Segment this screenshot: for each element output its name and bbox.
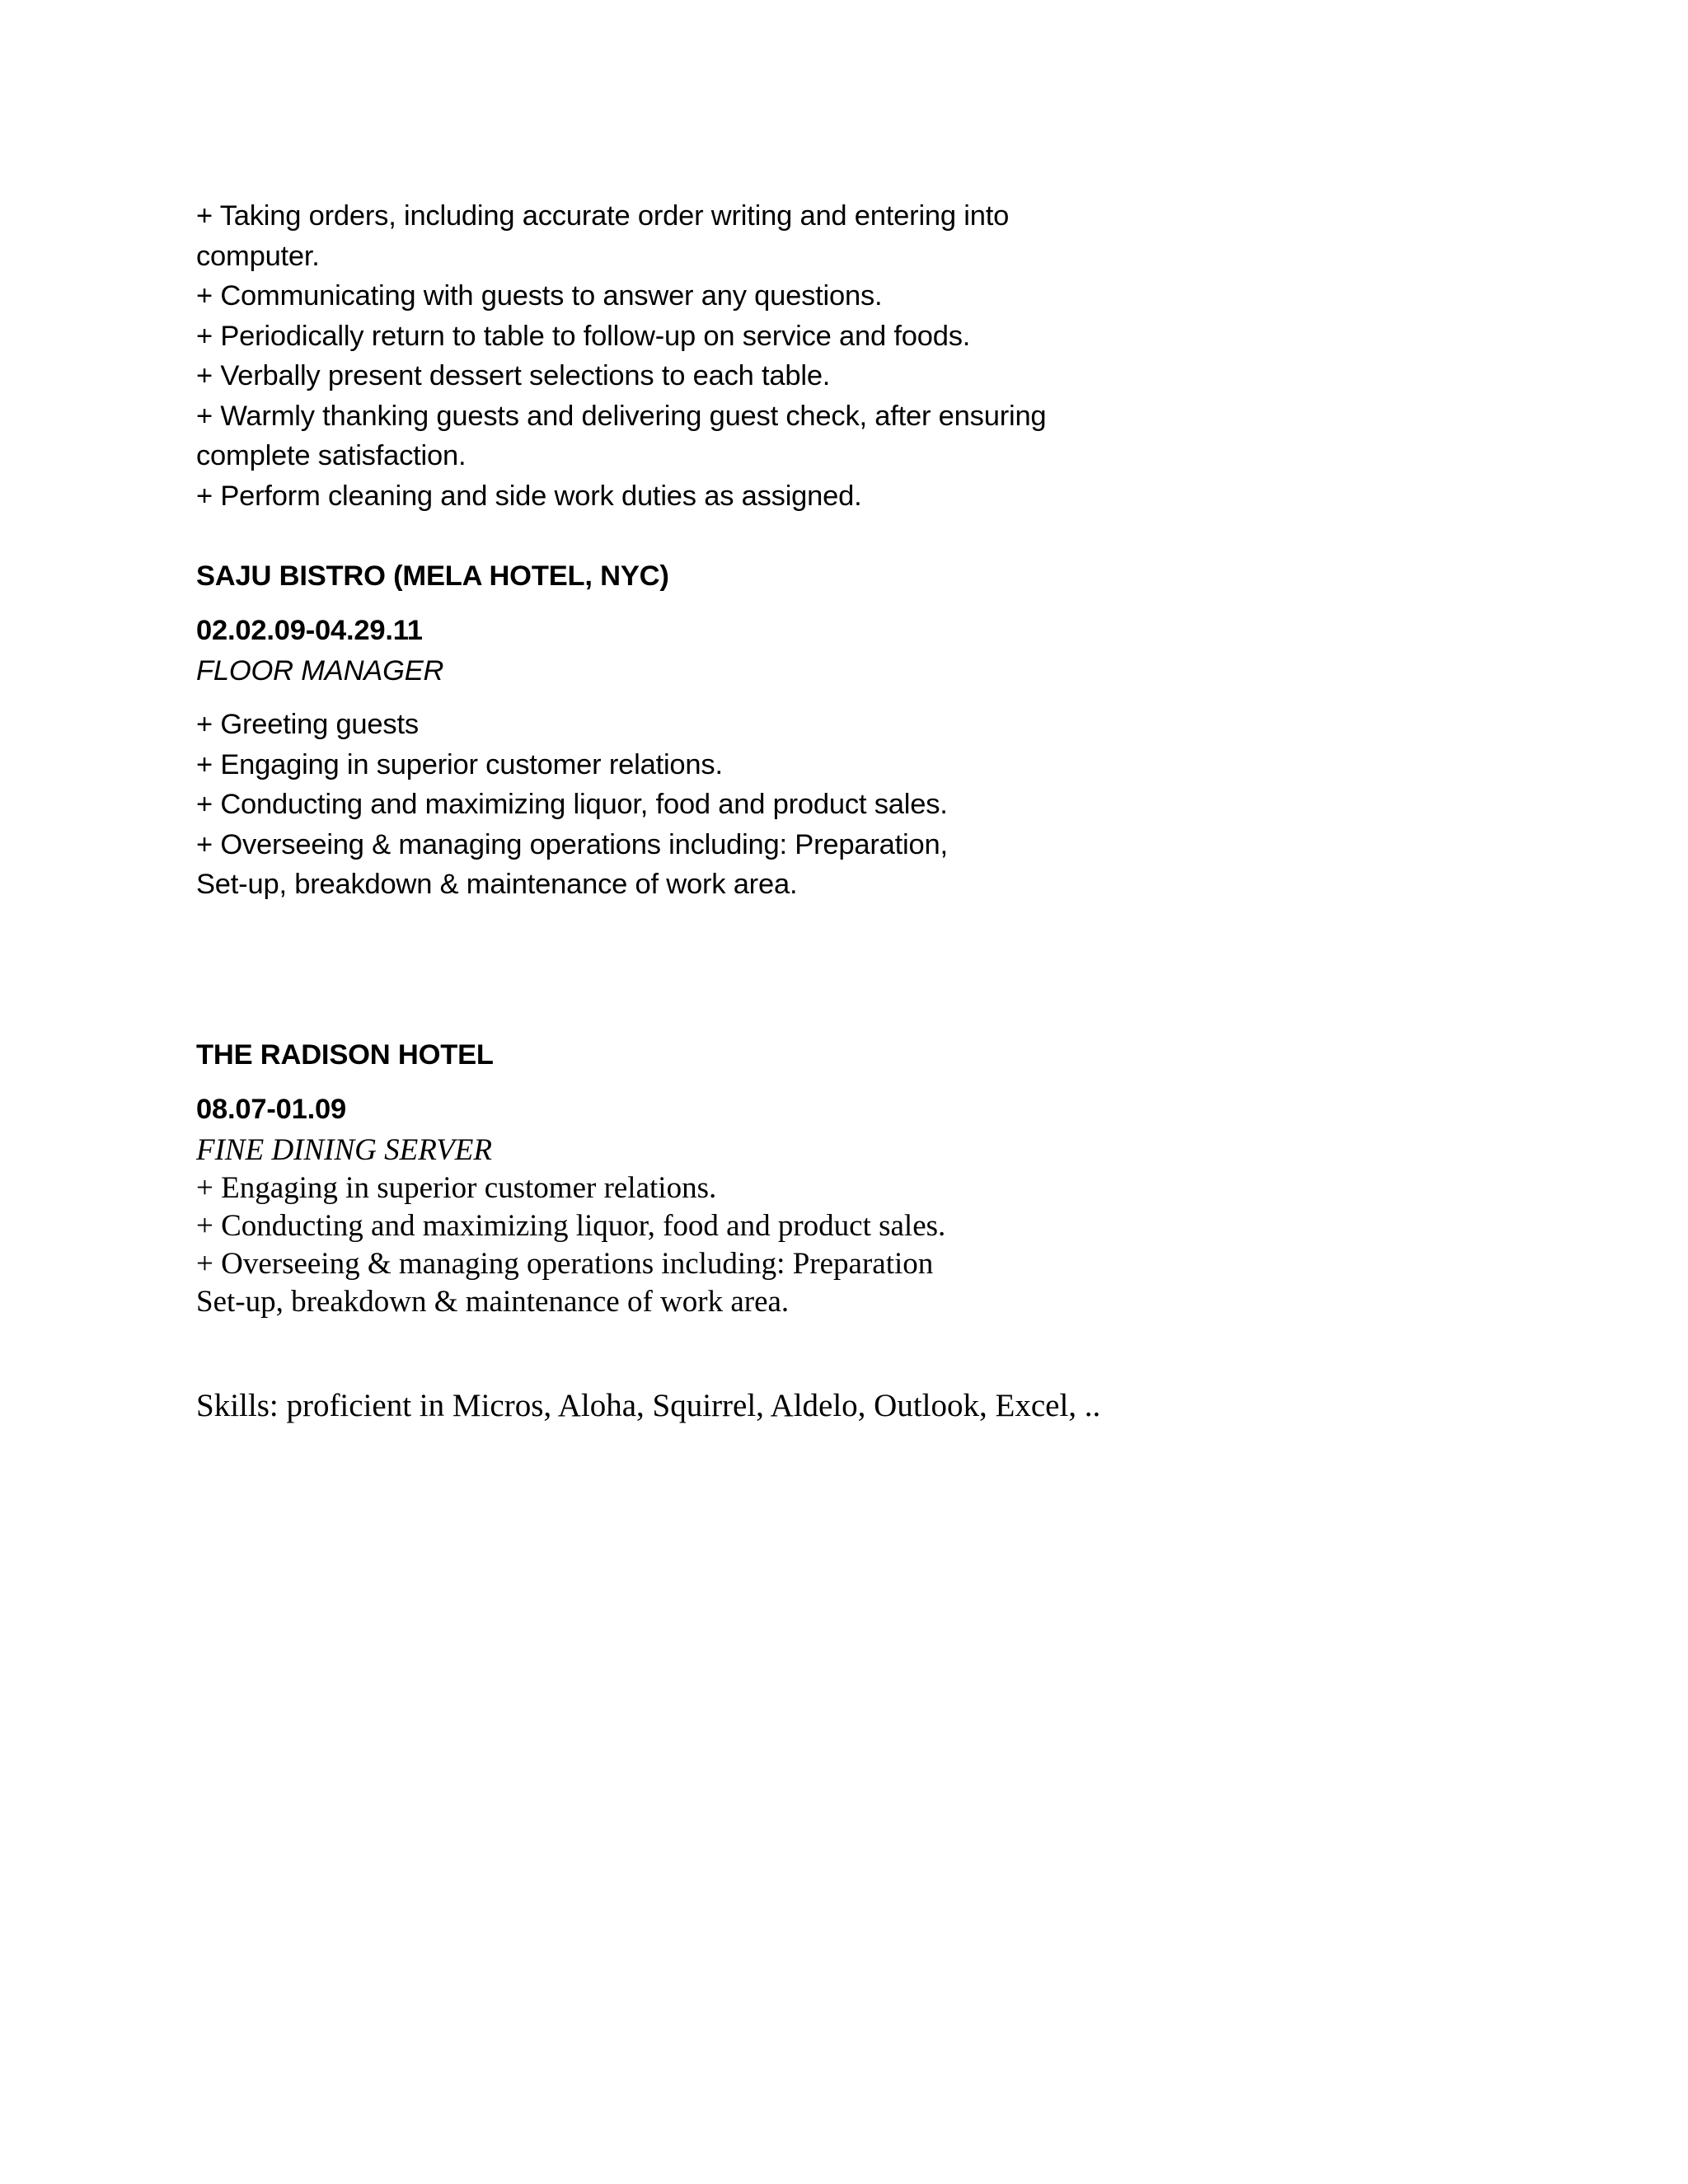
bullet-line: + Perform cleaning and side work duties as assigned. bbox=[196, 480, 862, 512]
bullet-line: + Conducting and maximizing liquor, food and product sales. bbox=[196, 789, 948, 820]
job-dates-saju: 02.02.09-04.29.11 bbox=[196, 615, 423, 646]
bullet-line: + Warmly thanking guests and delivering guest check, after ensuring bbox=[196, 400, 1047, 432]
bullet-line: Set-up, breakdown & maintenance of work area. bbox=[196, 1285, 790, 1319]
radison-bullet-list bbox=[196, 1169, 1482, 1321]
employer-heading-saju: SAJU BISTRO (MELA HOTEL, NYC) bbox=[196, 560, 669, 592]
intro-bullet-list bbox=[196, 196, 1482, 516]
bullet-line: Set-up, breakdown & maintenance of work area. bbox=[196, 869, 798, 900]
bullet-line: + Engaging in superior customer relations. bbox=[196, 1171, 717, 1205]
bullet-line: + Periodically return to table to follow-up on service and foods. bbox=[196, 320, 971, 352]
bullet-line: + Greeting guests bbox=[196, 709, 419, 740]
bullet-line: + Overseeing & managing operations including: Preparation, bbox=[196, 828, 948, 860]
bullet-line: + Overseeing & managing operations including: Preparation bbox=[196, 1247, 934, 1281]
job-title-radison: FINE DINING SERVER bbox=[196, 1133, 492, 1167]
job-title-saju: FLOOR MANAGER bbox=[196, 655, 444, 687]
bullet-line: computer. bbox=[196, 240, 320, 272]
bullet-line: + Taking orders, including accurate order writing and entering into bbox=[196, 200, 1010, 232]
employer-heading-radison: THE RADISON HOTEL bbox=[196, 1039, 494, 1071]
saju-bullet-list bbox=[196, 705, 1482, 905]
bullet-line: + Verbally present dessert selections to each table. bbox=[196, 360, 831, 391]
bullet-line: + Engaging in superior customer relations. bbox=[196, 748, 723, 780]
bullet-line: + Communicating with guests to answer any questions. bbox=[196, 280, 883, 312]
skills-line: Skills: proficient in Micros, Aloha, Squirrel, Aldelo, Outlook, Excel, .. bbox=[196, 1388, 1101, 1423]
job-dates-radison: 08.07-01.09 bbox=[196, 1094, 346, 1125]
bullet-line: + Conducting and maximizing liquor, food and product sales. bbox=[196, 1209, 946, 1243]
bullet-line: complete satisfaction. bbox=[196, 440, 467, 471]
